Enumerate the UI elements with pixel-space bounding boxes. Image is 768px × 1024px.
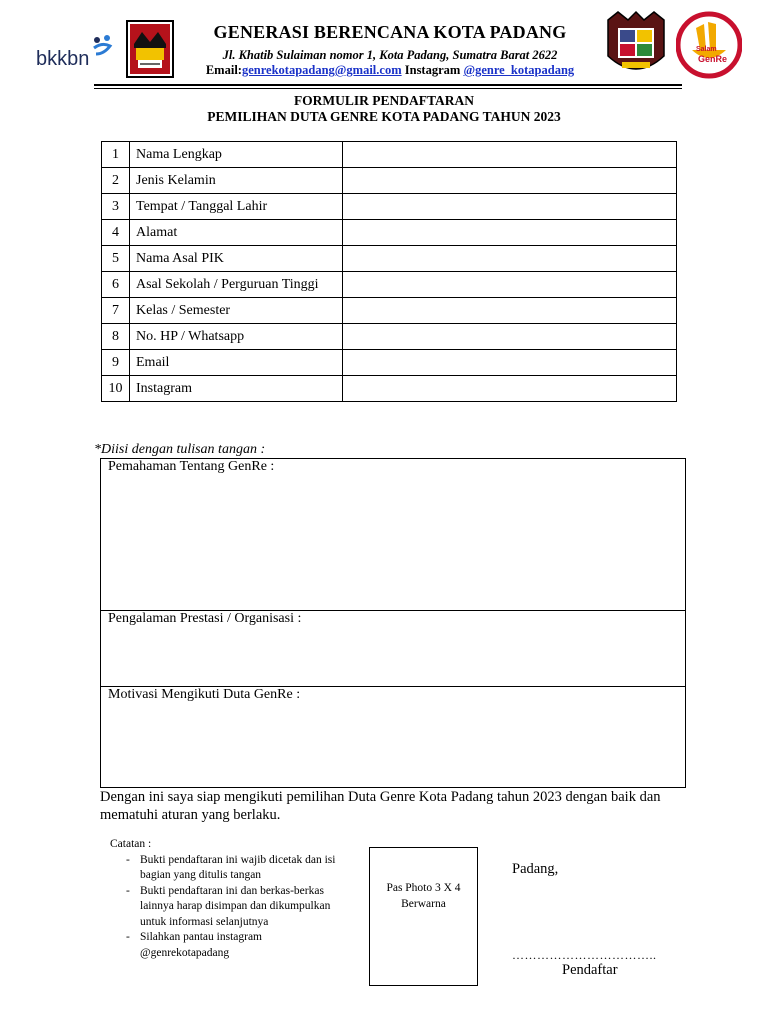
photo-sublabel: Berwarna — [401, 898, 446, 910]
email-label: Email: — [205, 63, 242, 77]
registration-table — [101, 141, 677, 402]
salam-genre-logo — [676, 10, 742, 80]
handwritten-note: *Diisi dengan tulisan tangan : — [94, 442, 266, 457]
box-caption: Pemahaman Tentang GenRe : — [108, 459, 275, 474]
row-number: 8 — [102, 324, 130, 350]
notes-section — [110, 837, 340, 961]
table-row — [102, 298, 677, 324]
row-number: 5 — [102, 246, 130, 272]
row-number: 3 — [102, 194, 130, 220]
instagram-link[interactable]: @genre_kotapadang — [463, 63, 575, 77]
note-text: Bukti pendaftaran ini wajib dicetak dan isi bagian yang ditulis tangan — [140, 853, 336, 881]
signature-name: Pendaftar — [562, 962, 618, 978]
instagram-label: Instagram — [401, 63, 464, 77]
address-field[interactable] — [343, 220, 677, 246]
row-number: 6 — [102, 272, 130, 298]
row-label: Instagram — [130, 376, 343, 402]
form-subtitle: PEMILIHAN DUTA GENRE KOTA PADANG TAHUN 2023 — [207, 109, 561, 124]
box-caption: Motivasi Mengikuti Duta GenRe : — [108, 687, 301, 702]
bkkbn-logo — [36, 36, 118, 76]
note-text: Silahkan pantau instagram @genrekotapadang — [140, 931, 262, 959]
box-caption: Pengalaman Prestasi / Organisasi : — [108, 611, 302, 626]
table-row — [102, 220, 677, 246]
header-divider-thin — [94, 88, 682, 89]
table-row — [102, 272, 677, 298]
row-label: Alamat — [130, 220, 343, 246]
row-number: 1 — [102, 142, 130, 168]
row-label: Tempat / Tanggal Lahir — [130, 194, 343, 220]
organization-address: Jl. Khatib Sulaiman nomor 1, Kota Padang, Sumatra Barat 2622 — [222, 48, 558, 62]
pik-origin-field[interactable] — [343, 246, 677, 272]
birth-place-date-field[interactable] — [343, 194, 677, 220]
row-label: Jenis Kelamin — [130, 168, 343, 194]
note-text: Bukti pendaftaran ini dan berkas-berkas lainnya harap disimpan dan dikumpulkan untuk informasi selanjutnya — [140, 884, 331, 928]
row-label: Nama Asal PIK — [130, 246, 343, 272]
row-label: Asal Sekolah / Perguruan Tinggi — [130, 272, 343, 298]
understanding-genre-box[interactable] — [100, 458, 686, 611]
experience-box[interactable] — [100, 610, 686, 687]
instagram-field[interactable] — [343, 376, 677, 402]
genre-logo-small-text: Salam — [696, 46, 717, 53]
email-link[interactable]: genrekotapadang@gmail.com — [241, 63, 402, 77]
photo-placeholder[interactable] — [369, 847, 478, 986]
row-label: Kelas / Semester — [130, 298, 343, 324]
signature-line[interactable]: …………………………….. — [512, 948, 657, 962]
bkkbn-logo-text: bkkbn — [36, 48, 90, 70]
declaration-text: Dengan ini saya siap mengikuti pemilihan Duta Genre Kota Padang tahun 2023 dengan baik dan mematuhi aturan yang berlaku. — [100, 789, 661, 823]
list-item: - Bukti pendaftaran ini dan berkas-berkas lainnya harap disimpan dan dikumpulkan untuk informasi selanjutnya — [126, 884, 331, 928]
header-divider — [94, 84, 682, 86]
class-semester-field[interactable] — [343, 298, 677, 324]
list-item: - Bukti pendaftaran ini wajib dicetak dan isi bagian yang ditulis tangan — [126, 853, 336, 881]
list-item: - Silahkan pantau instagram @genrekotapadang — [126, 931, 262, 959]
row-number: 2 — [102, 168, 130, 194]
gender-field[interactable] — [343, 168, 677, 194]
table-row — [102, 376, 677, 402]
form-title: FORMULIR PENDAFTARAN — [293, 93, 475, 108]
table-row — [102, 324, 677, 350]
row-number: 9 — [102, 350, 130, 376]
organization-title: GENERASI BERENCANA KOTA PADANG — [213, 22, 567, 42]
table-row — [102, 246, 677, 272]
name-field[interactable] — [343, 142, 677, 168]
signature-city: Padang, — [512, 861, 559, 877]
row-number: 10 — [102, 376, 130, 402]
table-row — [102, 142, 677, 168]
salam-genre-logo-icon — [676, 10, 742, 80]
email-field[interactable] — [343, 350, 677, 376]
motivation-box[interactable] — [100, 686, 686, 788]
school-field[interactable] — [343, 272, 677, 298]
row-number: 7 — [102, 298, 130, 324]
photo-label: Pas Photo 3 X 4 — [386, 882, 461, 894]
row-number: 4 — [102, 220, 130, 246]
row-label: Nama Lengkap — [130, 142, 343, 168]
table-row — [102, 350, 677, 376]
genre-logo-text: GenRe — [698, 54, 728, 64]
organization-contact — [140, 63, 640, 78]
row-label: No. HP / Whatsapp — [130, 324, 343, 350]
phone-field[interactable] — [343, 324, 677, 350]
table-row — [102, 168, 677, 194]
table-row — [102, 194, 677, 220]
notes-title: Catatan : — [110, 838, 152, 850]
bkkbn-mark-icon — [90, 32, 116, 58]
row-label: Email — [130, 350, 343, 376]
